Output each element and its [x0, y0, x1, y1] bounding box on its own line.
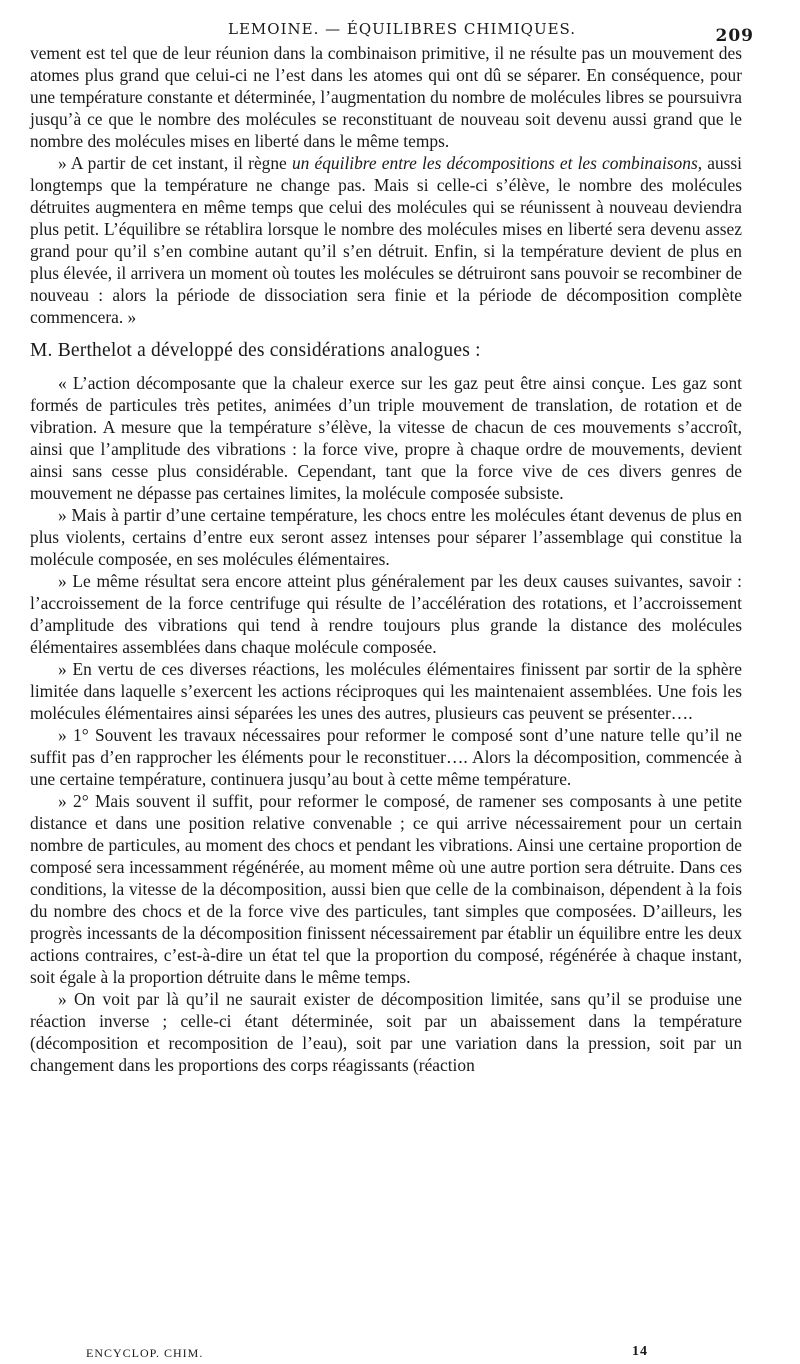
- body-text: [30, 42, 742, 1076]
- paragraph: » 1° Souvent les travaux nécessaires pour reformer le composé sont d’une nature telle qu’il ne suffit pas d’en rapprocher les éléments pour le reconstituer…. Alors la décomposition, commencée à une certaine température, continuera jusqu’au bout à cette même température.: [30, 725, 742, 789]
- paragraph: « L’action décomposante que la chaleur exerce sur les gaz peut être ainsi conçue. Les gaz sont formés de particules très petites, animées d’un triple mouvement de translation, de rotation et de vibration. A mesure que la température s’élève, la vitesse de chacun de ces mouvements s’accroît, ainsi que l’amplitude des vibrations : la force vive, propre à chaque ordre de mouvements, devient ainsi sans cesse plus considérable. Cependant, tant que la force vive de ces divers genres de mouvement ne dépasse pas certaines limites, la molécule composée subsiste.: [30, 373, 742, 503]
- paragraph: » Le même résultat sera encore atteint plus généralement par les deux causes suivantes, savoir : l’accroissement de la force centrifuge qui résulte de l’accélération des rotations, et l’accroissement d’amplitude des vibrations qui tend à rendre toujours plus grande la distance des molécules élémentaires assemblées dans chaque molécule composée.: [30, 571, 742, 657]
- paragraph: vement est tel que de leur réunion dans la combinaison primitive, il ne résulte pas un mouvement des atomes plus grand que celui-ci ne l’est dans les atomes qui ont dû se séparer. En conséquence, pour une température constante et déterminée, l’augmentation du nombre de molécules libres se poursuivra jusqu’à ce que le nombre des molécules se reconstituant de nouveau soit devenu aussi grand que le nombre des molécules mises en liberté dans le même temps.: [30, 43, 742, 151]
- signature-mark: ENCYCLOP. CHIM.: [86, 1346, 204, 1360]
- running-head: [30, 14, 754, 46]
- paragraph: » On voit par là qu’il ne saurait exister de décomposition limitée, sans qu’il se produise une réaction inverse ; celle-ci étant déterminée, soit par un abaissement dans la température (décomposition et recomposition de l’eau), soit par une variation dans la pression, soit par un changement dans les proportions des corps réagissants (réaction: [30, 989, 742, 1075]
- paragraph-equilibrium: [30, 152, 742, 328]
- paragraph: » 2° Mais souvent il suffit, pour reformer le composé, de ramener ses composants à une petite distance et dans une position relative convenable ; ce qui arrive nécessairement pour un certain nombre de particules, au moment des chocs et pendant les vibrations. Ainsi une certaine proportion de composé sera incessamment régénérée, au moment même où une autre portion sera détruite. Dans ces conditions, la vitesse de la décomposition, aussi bien que celle de la combinaison, dépendent à la fois du nombre des chocs et de la force vive des particules, tant simples que composées. D’ailleurs, les progrès incessants de la décomposition finissent nécessairement par établir un équilibre entre les deux actions contraires, c’est-à-dire un état tel que la proportion du composé, régénérée à chaque instant, soit égale à la proportion détruite dans le même temps.: [30, 791, 742, 987]
- italic-phrase: un équilibre entre les décompositions et les combinaisons,: [291, 153, 703, 173]
- page-number: 209: [715, 26, 754, 46]
- paragraph-text: » A partir de cet instant, il règne: [58, 153, 292, 173]
- paragraph: » En vertu de ces diverses réactions, les molécules élémentaires finissent par sortir de la sphère limitée dans laquelle s’exercent les actions réciproques qui les maintenaient assemblées. Une fois les molécules élémentaires ainsi séparées les unes des autres, plusieurs cas peuvent se présenter….: [30, 659, 742, 723]
- section-subhead: M. Berthelot a développé des considérations analogues :: [30, 340, 481, 361]
- running-title: LEMOINE. — ÉQUILIBRES CHIMIQUES.: [228, 20, 577, 38]
- sheet-number: 14: [632, 1344, 648, 1359]
- book-page: [30, 14, 754, 1360]
- paragraph: » Mais à partir d’une certaine température, les chocs entre les molécules étant devenus de plus en plus violents, certains d’entre eux seront assez intenses pour séparer l’assemblage qui constitue la molécule composée, en ses molécules élémentaires.: [30, 505, 742, 569]
- paragraph-text: aussi longtemps que la température ne change pas. Mais si celle-ci s’élève, le nombre des molécules détruites augmentera en même temps que celui des molécules qui se réunissent à nouveau deviendra plus petit. L’équilibre se rétablira lorsque le nombre des molécules mises en liberté sera devenu assez grand pour qu’il s’en combine autant qu’il s’en détruit. Enfin, si la température devient de plus en plus élevée, il arrivera un moment où toutes les molécules se détruiront sans pouvoir se recombiner de nouveau : alors la période de dissociation sera finie et la période de décomposition complète commencera. »: [30, 153, 743, 327]
